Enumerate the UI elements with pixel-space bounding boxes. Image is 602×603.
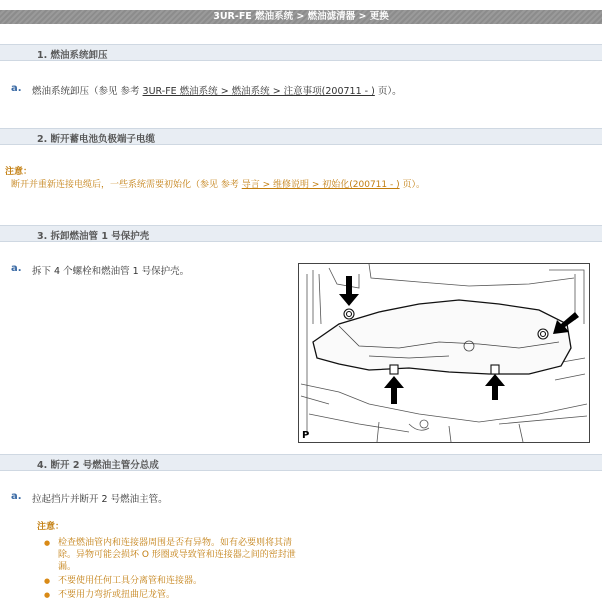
section-title: 2. 断开蓄电池负极端子电缆 xyxy=(37,134,156,145)
protector-removal-illustration xyxy=(298,263,590,443)
step-text: 拆下 4 个螺栓和燃油管 1 号保护壳。 xyxy=(32,266,190,277)
page-title: 3UR-FE 燃油系统 > 燃油滤清器 > 更换 xyxy=(213,11,389,22)
section-header-2 xyxy=(0,128,602,145)
caution-item: ● 不要使用任何工具分离管和连接器。 xyxy=(44,575,304,587)
step-text: 燃油系统卸压（参见 参考 3UR-FE 燃油系统 > 燃油系统 > 注意事项(200711 - ) 页）。 xyxy=(32,86,402,97)
caution-item: ● 不要用力弯折或扭曲尼龙管。 xyxy=(44,589,304,601)
step-letter: a. xyxy=(11,491,22,502)
page-title-bar xyxy=(0,10,602,24)
fuel-system-precaution-link[interactable]: 3UR-FE 燃油系统 > 燃油系统 > 注意事项(200711 - ) xyxy=(142,86,375,97)
section-title: 4. 断开 2 号燃油主管分总成 xyxy=(37,460,159,471)
caution-title: 注意： xyxy=(37,522,65,532)
initialization-link[interactable]: 导言 > 维修说明 > 初始化(200711 - ) xyxy=(241,180,400,190)
section-header-3 xyxy=(0,225,602,242)
section-title: 1. 燃油系统卸压 xyxy=(37,50,108,61)
step-letter: a. xyxy=(11,83,22,94)
caution-list xyxy=(44,537,304,603)
step-letter: a. xyxy=(11,263,22,274)
section-header-1 xyxy=(0,44,602,61)
caution-item: ● 检查燃油管内和连接器周围是否有异物。如有必要则将其清除。异物可能会损坏 O 形圈或导致管和连接器之间的密封泄漏。 xyxy=(44,537,304,573)
step-text: 拉起挡片并断开 2 号燃油主管。 xyxy=(32,494,168,505)
section-header-4 xyxy=(0,454,602,471)
notice-title: 注意： xyxy=(5,167,33,177)
figure-label: P xyxy=(302,430,310,441)
notice-text: 断开并重新连接电缆后，一些系统需要初始化（参见 参考 导言 > 维修说明 > 初始化(200711 - ) 页）。 xyxy=(11,180,425,190)
section-title: 3. 拆卸燃油管 1 号保护壳 xyxy=(37,231,150,242)
illustration-drawing xyxy=(299,264,589,442)
